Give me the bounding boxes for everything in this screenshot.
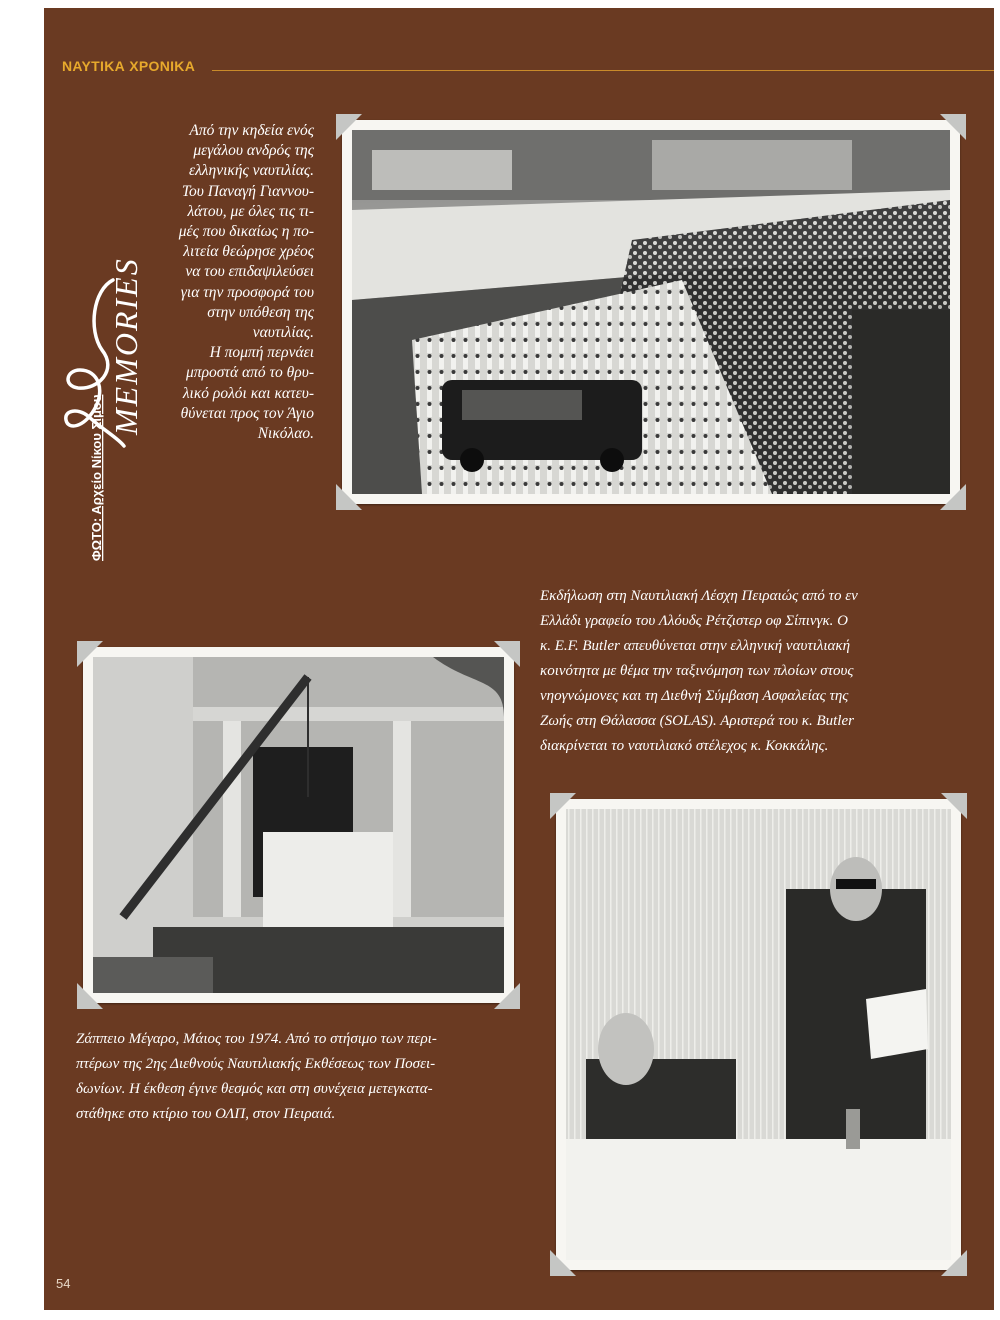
- section-header: ΝΑΥΤΙΚΑ ΧΡΟΝΙΚΑ: [62, 58, 196, 74]
- funeral-caption: [146, 121, 314, 444]
- caption-line: δωνίων. Η έκθεση έγινε θεσμός και στη συνέχεια μετεγκατα-: [76, 1081, 433, 1097]
- caption-line: λάτου, με όλες τις τι-: [187, 202, 314, 220]
- page-number: 54: [56, 1276, 71, 1291]
- caption-line: ναυτιλίας.: [252, 324, 314, 342]
- photo-credit: [85, 365, 107, 565]
- zappeion-caption: [76, 1027, 513, 1127]
- caption-line: κοινότητα με θέμα την ταξινόμηση των πλοίων στους: [540, 663, 854, 679]
- butler-speech-photo: [556, 799, 961, 1270]
- butler-caption: [540, 584, 964, 759]
- caption-line: Εκδήλωση στη Ναυτιλιακή Λέσχη Πειραιώς από το εν: [540, 588, 858, 604]
- caption-line: στάθηκε στο κτίριο του ΟΛΠ, στον Πειραιά.: [76, 1106, 336, 1122]
- caption-line: πτέρων της 2ης Διεθνούς Ναυτιλιακής Εκθέσεως των Ποσει-: [76, 1056, 436, 1072]
- caption-line: στην υπόθεση της: [207, 303, 314, 321]
- caption-line: Ζωής στη Θάλασσα (SOLAS). Αριστερά του κ. Butler: [540, 713, 854, 729]
- caption-line: Από την κηδεία ενός: [189, 122, 314, 139]
- memories-title-text: MEMORIES: [108, 257, 144, 435]
- caption-line: λικό ρολόι και κατευ-: [182, 384, 314, 402]
- caption-line: θύνεται προς τον Άγιο: [180, 404, 314, 422]
- caption-line: ελληνικής ναυτιλίας.: [188, 162, 314, 180]
- caption-line: Ελλάδι γραφείο του Λλόυδς Ρέτζιστερ οφ Σίπινγκ. Ο: [540, 613, 848, 629]
- caption-line: Η πομπή περνάει: [209, 344, 314, 362]
- caption-line: διακρίνεται το ναυτιλιακό στέλεχος κ. Κοκκάλης.: [540, 738, 829, 754]
- caption-line: μπροστά από το θρυ-: [186, 364, 314, 382]
- caption-line: για την προσφορά του: [180, 283, 314, 301]
- caption-line: Του Παναγή Γιαννου-: [181, 182, 314, 200]
- zappeion-photo: [83, 647, 514, 1003]
- caption-line: μεγάλου ανδρός της: [193, 142, 314, 160]
- caption-line: να του επιδαψιλεύσει: [185, 263, 314, 281]
- caption-line: λιτεία θεώρησε χρέος: [183, 243, 314, 261]
- caption-line: Ζάππειο Μέγαρο, Μάιος του 1974. Από το στήσιμο των περι-: [76, 1031, 437, 1047]
- caption-line: νηογνώμονες και τη Διεθνή Σύμβαση Ασφαλείας της: [540, 688, 849, 704]
- caption-line: κ. E.F. Butler απευθύνεται στην ελληνική ναυτιλιακή: [540, 638, 851, 654]
- caption-line: μές που δικαίως η πο-: [178, 223, 314, 241]
- header-rule: [212, 70, 994, 71]
- photo-credit-text: ΦΩΤΟ: Αρχείο Νίκου Σίμου: [89, 394, 104, 561]
- funeral-photo: [342, 120, 960, 504]
- caption-line: Νικόλαο.: [257, 425, 314, 443]
